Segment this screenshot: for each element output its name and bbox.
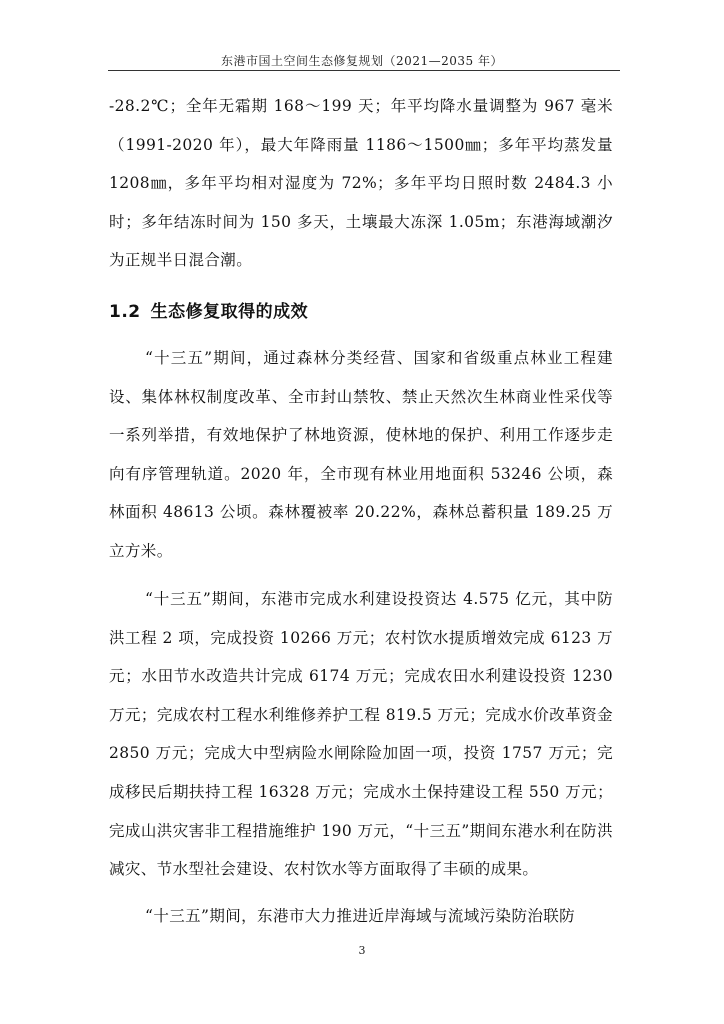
page-header: 东港市国土空间生态修复规划（2021—2035 年） [221, 54, 503, 68]
paragraph-forestry: “十三五”期间，通过森林分类经营、国家和省级重点林业工程建设、集体林权制度改革、全市封山禁牧、禁止天然次生林商业性采伐等一系列举措，有效地保护了林地资源，使林地的保护、利用工作逐步走向有序管理轨道。2020 年，全市现有林业用地面积 53246 公顷，森林面积 48613 公顷。森林覆被率 20.22%，森林总蓄积量 189.25 万立方米。 [109, 349, 613, 560]
section-title: 生态修复取得的成效 [150, 302, 309, 322]
page-number: 3 [358, 944, 366, 957]
paragraph-pollution-control: “十三五”期间，东港市大力推进近岸海域与流域污染防治联防 [145, 907, 576, 925]
section-number: 1.2 [109, 302, 141, 322]
header-divider [108, 70, 620, 71]
paragraph-climate: -28.2℃；全年无霜期 168～199 天；年平均降水量调整为 967 毫米（1991-2020 年），最大年降雨量 1186～1500㎜；多年平均蒸发量 1208㎜，多年平均相对湿度为 72%；多年平均日照时数 2484.3 小时；多年结冻时间为 150 多天，土壤最大冻深 1.05m；东港海域潮汐为正规半日混合潮。 [109, 97, 613, 270]
paragraph-water-conservancy: “十三五”期间，东港市完成水利建设投资达 4.575 亿元，其中防洪工程 2 项，完成投资 10266 万元；农村饮水提质增效完成 6123 万元；水田节水改造共计完成 6174 万元；完成农田水利建设投资 1230 万元；完成农村工程水利维修养护工程 819.5 万元；完成水价改革资金 2850 万元；完成大中型病险水闸除险加固一项，投资 1757 万元；完成移民后期扶持工程 16328 万元；完成水土保持建设工程 550 万元；完成山洪灾害非工程措施维护 190 万元，“十三五”期间东港水利在防洪减灾、节水型社会建设、农村饮水等方面取得了丰硕的成果。 [109, 590, 613, 879]
section-heading [109, 299, 308, 325]
